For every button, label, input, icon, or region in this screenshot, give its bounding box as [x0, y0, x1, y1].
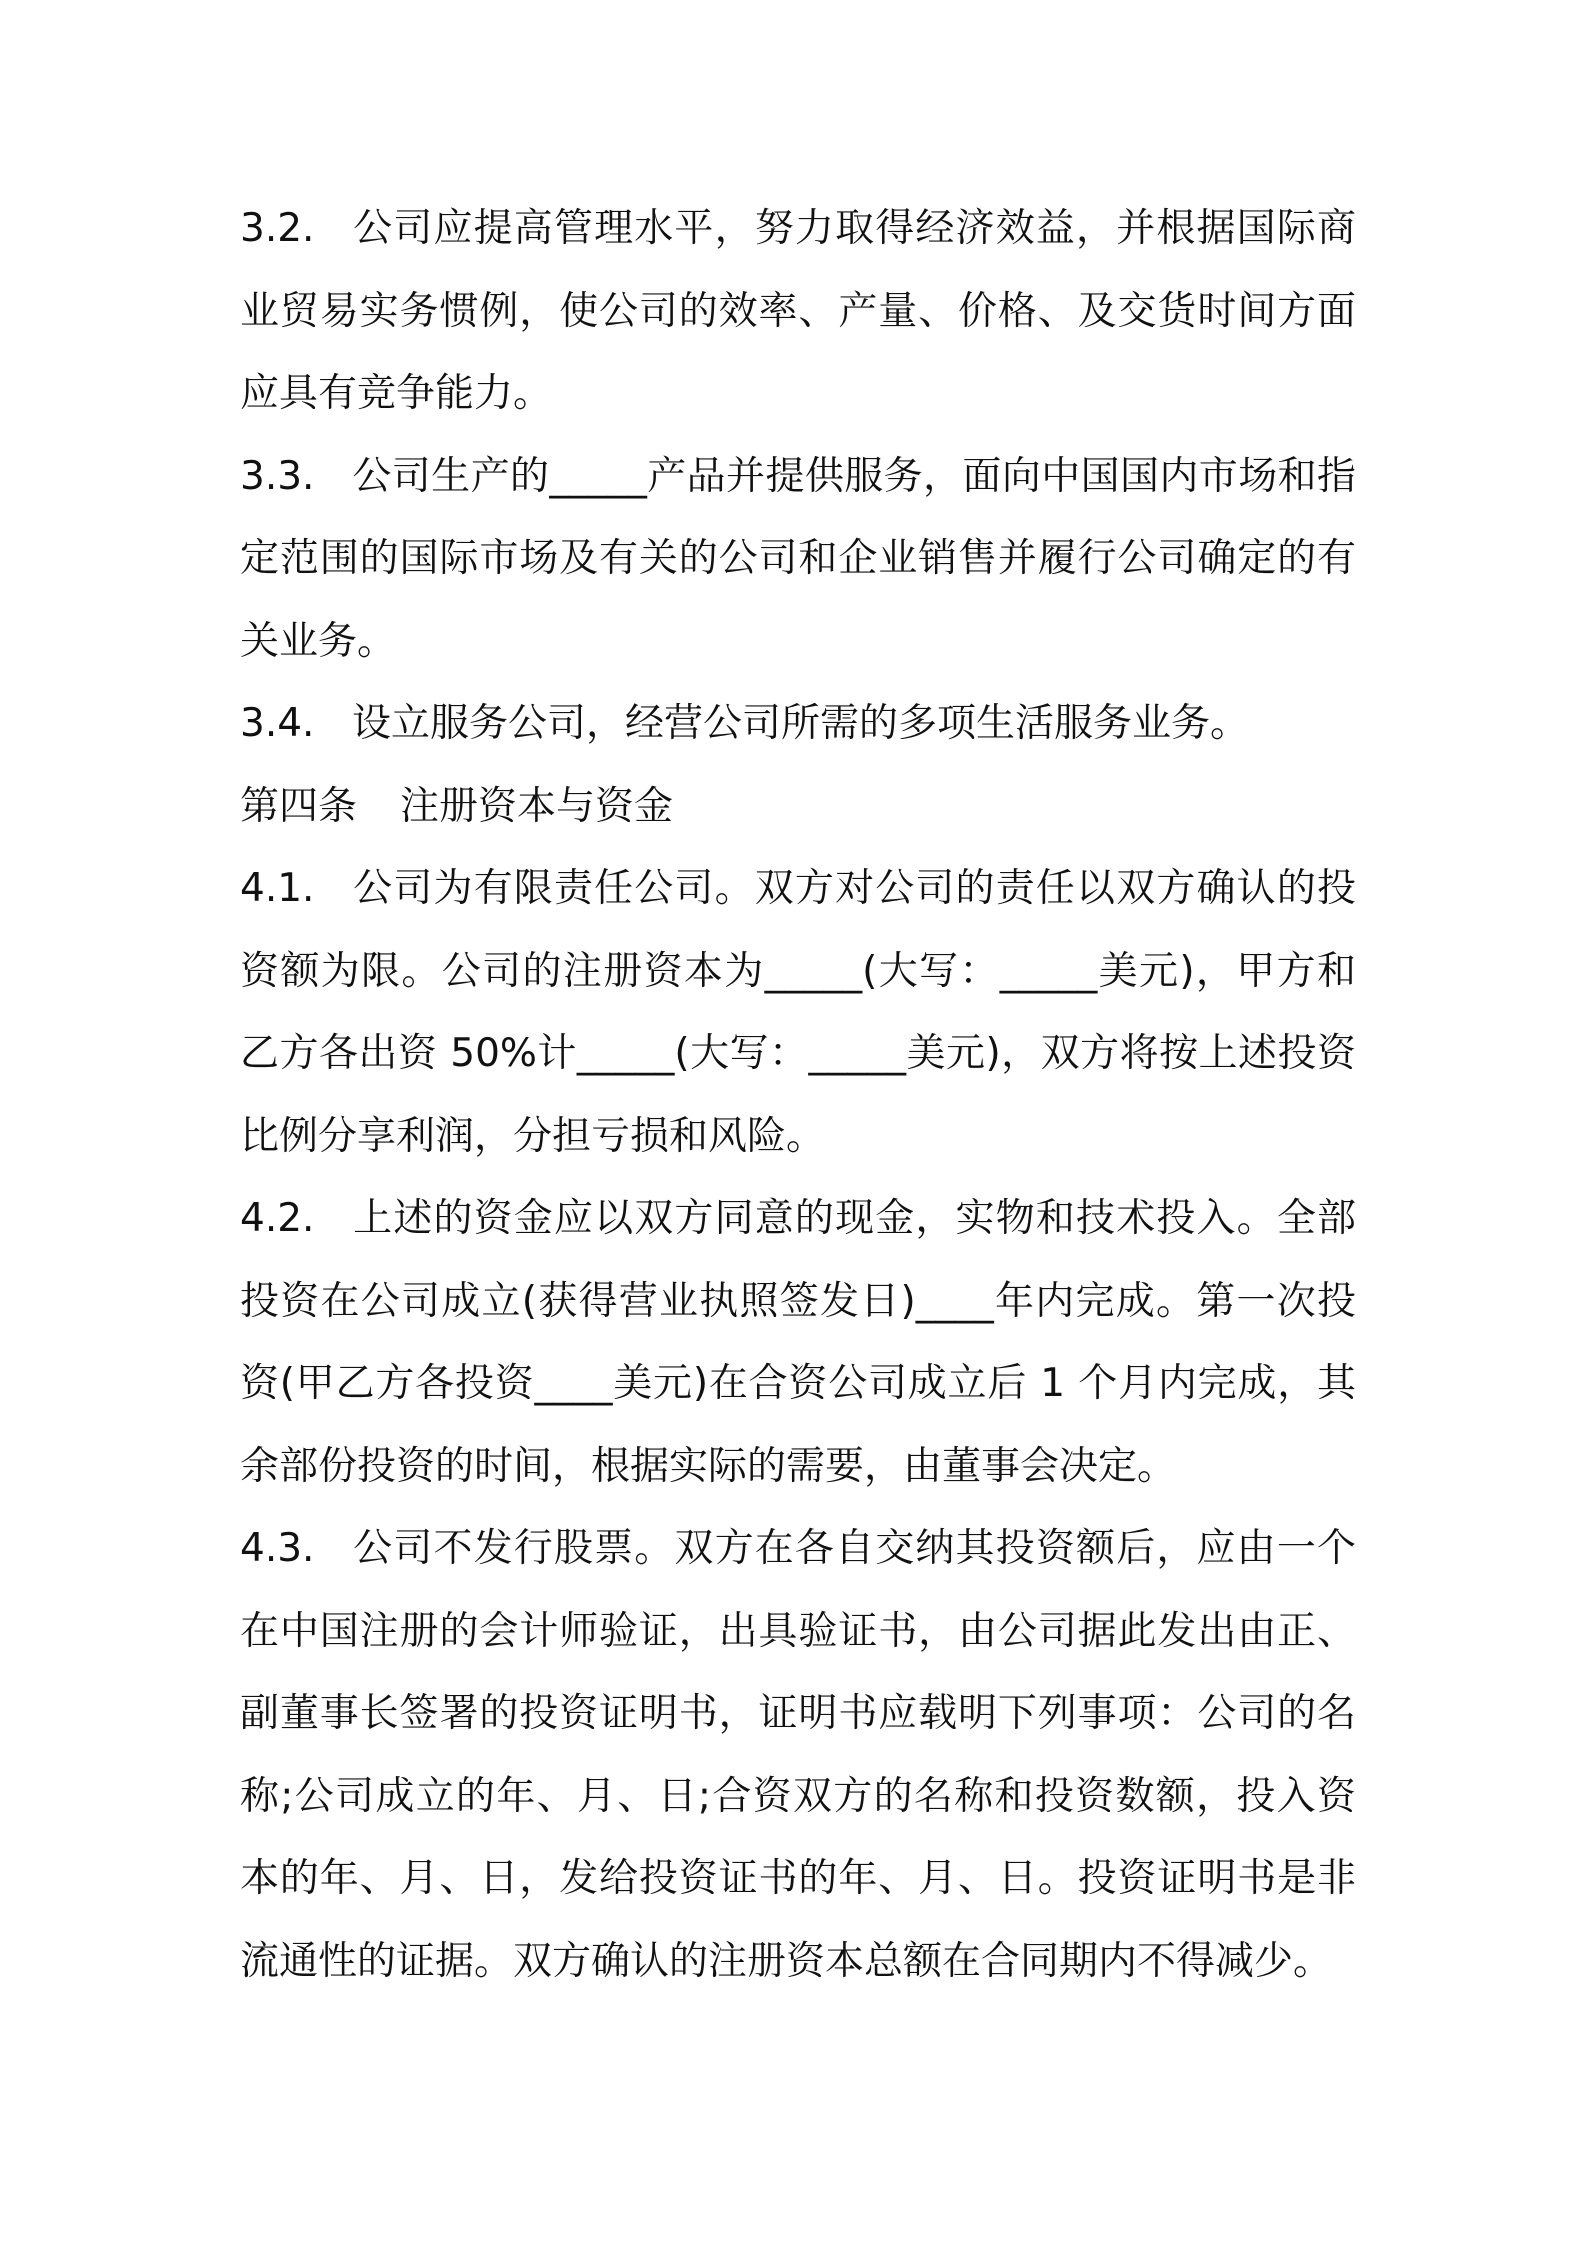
- clause-number: 4.1.: [240, 866, 315, 911]
- article-4-heading: [240, 766, 1356, 849]
- clause-3-3: [240, 436, 1356, 684]
- clause-text: 公司应提高管理水平，努力取得经济效益，并根据国际商业贸易实务惯例，使公司的效率、产量、价格、及交货时间方面应具有竞争能力。: [240, 206, 1356, 416]
- clause-text: 设立服务公司，经营公司所需的多项生活服务业务。: [352, 701, 1250, 746]
- clause-4-1: [240, 848, 1356, 1178]
- document-body: [240, 0, 1356, 2003]
- clause-number: 3.3.: [240, 453, 315, 499]
- clause-text: 公司生产的_____产品并提供服务，面向中国国内市场和指定范围的国际市场及有关的公司和企业销售并履行公司确定的有关业务。: [240, 453, 1356, 664]
- clause-3-2: [240, 188, 1356, 436]
- article-title: 注册资本与资金: [400, 783, 674, 829]
- clause-3-4: [240, 683, 1356, 766]
- clause-text: 上述的资金应以双方同意的现金，实物和技术投入。全部投资在公司成立(获得营业执照签发日)____年内完成。第一次投资(甲乙方各投资____美元)在合资公司成立后 1 个月内完成，其余部份投资的时间，根据实际的需要，由董事会决定。: [240, 1196, 1356, 1489]
- clause-number: 3.2.: [240, 206, 315, 251]
- clause-text: 公司为有限责任公司。双方对公司的责任以双方确认的投资额为限。公司的注册资本为_____(大写：_____美元)，甲方和乙方各出资 50%计_____(大写：_____美元)，双方将按上述投资比例分享利润，分担亏损和风险。: [240, 866, 1356, 1159]
- clause-4-2: [240, 1178, 1356, 1508]
- clause-number: 4.2.: [240, 1196, 315, 1241]
- clause-number: 4.3.: [240, 1526, 315, 1571]
- article-number: 第四条: [240, 783, 358, 829]
- clause-number: 3.4.: [240, 701, 315, 746]
- clause-text: 公司不发行股票。双方在各自交纳其投资额后，应由一个在中国注册的会计师验证，出具验证书，由公司据此发出由正、副董事长签署的投资证明书，证明书应载明下列事项：公司的名称;公司成立的年、月、日;合资双方的名称和投资数额，投入资本的年、月、日，发给投资证书的年、月、日。投资证明书是非流通性的证据。双方确认的注册资本总额在合同期内不得减少。: [240, 1526, 1356, 1984]
- clause-4-3: [240, 1508, 1356, 2003]
